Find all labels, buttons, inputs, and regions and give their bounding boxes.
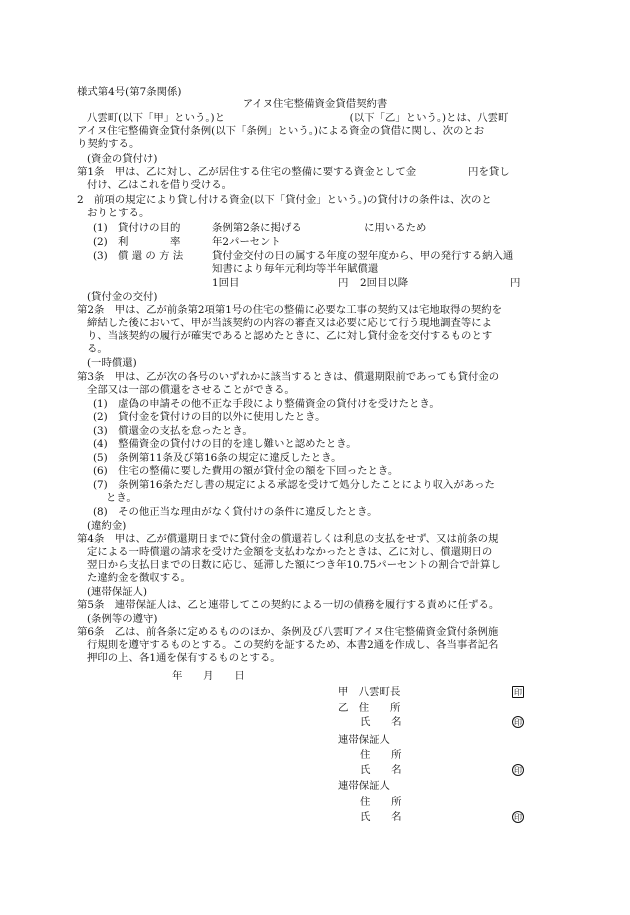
intro-line-2: アイヌ住宅整備資金貸付条例(以下「条例」という。)による資金の貸借に関し、次のとお (77, 125, 485, 137)
condition-2-number: (2) (93, 236, 108, 248)
article-1-line-2: 付け、乙はこれを借り受ける。 (87, 179, 233, 191)
signing-date: 年 月 日 (172, 670, 245, 682)
article-5-line-1: 第5条 連帯保証人は、乙と連帯してこの契約による一切の債務を履行する責めに任ずる。 (77, 599, 500, 611)
seal-otsu-icon: 印 (514, 718, 522, 727)
subsequent-payment-unit: 円 (510, 277, 521, 289)
article-6-line-2: 行規則を遵守するものとする。この契約を証するため、本書2通を作成し、各当事者記名 (87, 639, 499, 651)
article-6-heading: (条例等の遵守) (87, 613, 158, 625)
subsequent-payment-label: 2回目以降 (360, 277, 409, 289)
article-2-line-4: る。 (87, 343, 108, 355)
condition-1-number: (1) (93, 222, 108, 234)
article-1-line-1: 第1条 甲は、乙に対し、乙が居住する住宅の整備に要する資金として金 円を貸し (77, 166, 510, 178)
article-3-line-2: 全部又は一部の償還をさせることができる。 (87, 384, 295, 396)
article-3-item-1: (1) 虚偽の申請その他不正な手段により整備資金の貸付けを受けたとき。 (93, 398, 440, 410)
article-3-item-6: (6) 住宅の整備に要した費用の額が貸付金の額を下回ったとき。 (93, 465, 399, 477)
article-3-item-7-cont: とき。 (106, 492, 137, 504)
intro-line-1: 八雲町(以下「甲」という。)と (以下「乙」という。)とは、八雲町 (87, 112, 509, 124)
condition-2-label: 利 率 (118, 236, 181, 248)
article-3-item-8: (8) その他正当な理由がなく貸付けの条件に違反したとき。 (93, 506, 378, 518)
guarantor-1-address: 住 所 (360, 749, 402, 761)
article-3-item-4: (4) 整備資金の貸付けの目的を達し難いと認めたとき。 (93, 438, 357, 450)
article-2-line-3: り、当該契約の履行が確実であると認めたときに、乙に対し貸付金を交付するものとす (87, 330, 493, 342)
article-3-item-7: (7) 条例第16条ただし書の規定による承認を受けて処分したことにより収入があった (93, 479, 495, 491)
condition-3-value-line-1: 貸付金交付の日の属する年度の翌年度から、甲の発行する納入通 (212, 250, 514, 262)
intro-line-3: り契約する。 (77, 138, 140, 150)
seal-guarantor-2-icon: 印 (514, 813, 522, 822)
guarantor-2-address: 住 所 (360, 796, 402, 808)
article-6-line-1: 第6条 乙は、前各条に定めるもののほか、条例及び八雲町アイヌ住宅整備資金貸付条例施 (77, 626, 499, 638)
party-otsu-address: 乙 住 所 (338, 702, 401, 714)
condition-1-value: 条例第2条に掲げる に用いるため (212, 222, 427, 234)
party-otsu-name: 氏 名 (360, 716, 402, 728)
party-ko: 甲 八雲町長 (338, 686, 401, 698)
document-title: アイヌ住宅整備資金貸借契約書 (242, 98, 388, 110)
article-4-line-3: 翌日から支払日までの日数に応じ、延滞した額につき年10.75パーセントの割合で計算し (87, 559, 501, 571)
condition-3-label: 償 還 の 方 法 (118, 250, 184, 262)
article-1-para-2-line-1: 2 前項の規定により貸し付ける資金(以下「貸付金」という。)の貸付けの条件は、次のと (77, 194, 492, 206)
article-3-item-5: (5) 条例第11条及び第16条の規定に違反したとき。 (93, 452, 342, 464)
article-3-item-3: (3) 償還金の支払を怠ったとき。 (93, 425, 253, 437)
article-4-line-2: 定による一時償還の請求を受けた金額を支払わなかったときは、乙に対し、償還期日の (87, 546, 493, 558)
form-number: 様式第4号(第7条関係) (77, 86, 182, 98)
condition-1-label: 貸付けの目的 (118, 222, 181, 234)
article-3-item-2: (2) 貸付金を貸付けの目的以外に使用したとき。 (93, 411, 326, 423)
first-payment-label: 1回目 (212, 277, 240, 289)
article-4-line-1: 第4条 甲は、乙が償還期日までに貸付金の償還若しくは利息の支払をせず、又は前条の規 (77, 533, 499, 545)
article-1-heading: (資金の貸付け) (87, 153, 158, 165)
guarantor-2-name: 氏 名 (360, 811, 402, 823)
seal-ko-icon: 印 (514, 688, 522, 697)
guarantor-2-label: 連帯保証人 (338, 780, 390, 792)
article-2-line-1: 第2条 甲は、乙が前条第2項第1号の住宅の整備に必要な工事の契約又は宅地取得の契約を (77, 304, 503, 316)
article-6-line-3: 押印の上、各1通を保有するものとする。 (87, 652, 281, 664)
article-3-line-1: 第3条 甲は、乙が次の各号のいずれかに該当するときは、償還期限前であっても貸付金の (77, 371, 500, 383)
article-4-line-4: た違約金を徴収する。 (87, 572, 191, 584)
condition-3-number: (3) (93, 250, 108, 262)
guarantor-1-label: 連帯保証人 (338, 734, 390, 746)
article-3-heading: (一時償還) (87, 357, 137, 369)
article-5-heading: (連帯保証人) (87, 586, 148, 598)
condition-2-value: 年2パーセント (212, 236, 281, 248)
first-payment-unit: 円 (338, 277, 349, 289)
guarantor-1-name: 氏 名 (360, 764, 402, 776)
seal-guarantor-1-icon: 印 (514, 766, 522, 775)
article-1-para-2-line-2: おりとする。 (87, 207, 150, 219)
article-2-line-2: 締結した後において、甲が当該契約の内容の審査又は必要に応じて行う現地調査等によ (87, 317, 493, 329)
article-4-heading: (違約金) (87, 520, 127, 532)
article-2-heading: (貸付金の交付) (87, 291, 158, 303)
condition-3-value-line-2: 知書により毎年元利均等半年賦償還 (212, 263, 379, 275)
